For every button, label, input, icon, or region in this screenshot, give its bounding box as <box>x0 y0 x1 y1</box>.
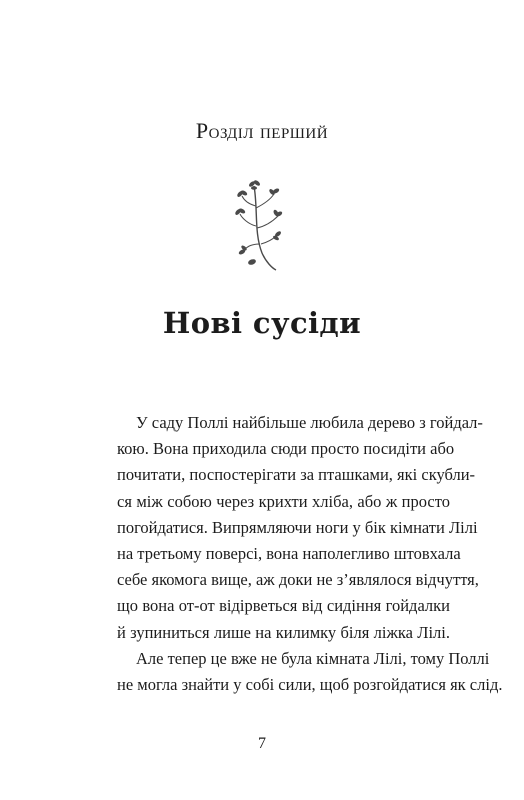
page-number: 7 <box>258 735 266 752</box>
botanical-sprig-icon <box>232 178 292 278</box>
text-line: що вона от-от відірветься від сидіння гойдалки <box>117 596 450 616</box>
text-line: кою. Вона приходила сюди просто посидіти або <box>117 439 455 459</box>
text-line: не могла знайти у собі сили, щоб розгойдатися як слід. <box>117 675 503 695</box>
text-line: Але тепер це вже не була кімната Лілі, тому Поллі <box>136 648 490 668</box>
text-line: й зупиниться лише на килимку біля ліжка Лілі. <box>117 622 450 642</box>
text-line: почитати, поспостерігати за пташками, які скубли- <box>117 465 476 485</box>
chapter-body-text <box>117 410 503 698</box>
text-line: на третьому поверсі, вона наполегливо штовхала <box>117 544 461 564</box>
text-line: погойдатися. Випрямляючи ноги у бік кімнати Лілі <box>117 517 478 537</box>
text-line: У саду Поллі найбільше любила дерево з гойдал- <box>136 413 483 432</box>
text-line: ся між собою через крихти хліба, або ж просто <box>117 491 450 511</box>
chapter-title: Нові сусіди <box>162 306 362 340</box>
text-line: себе якомога вище, аж доки не з’являлося відчуття, <box>117 570 479 590</box>
chapter-label: Розділ перший <box>195 118 329 143</box>
